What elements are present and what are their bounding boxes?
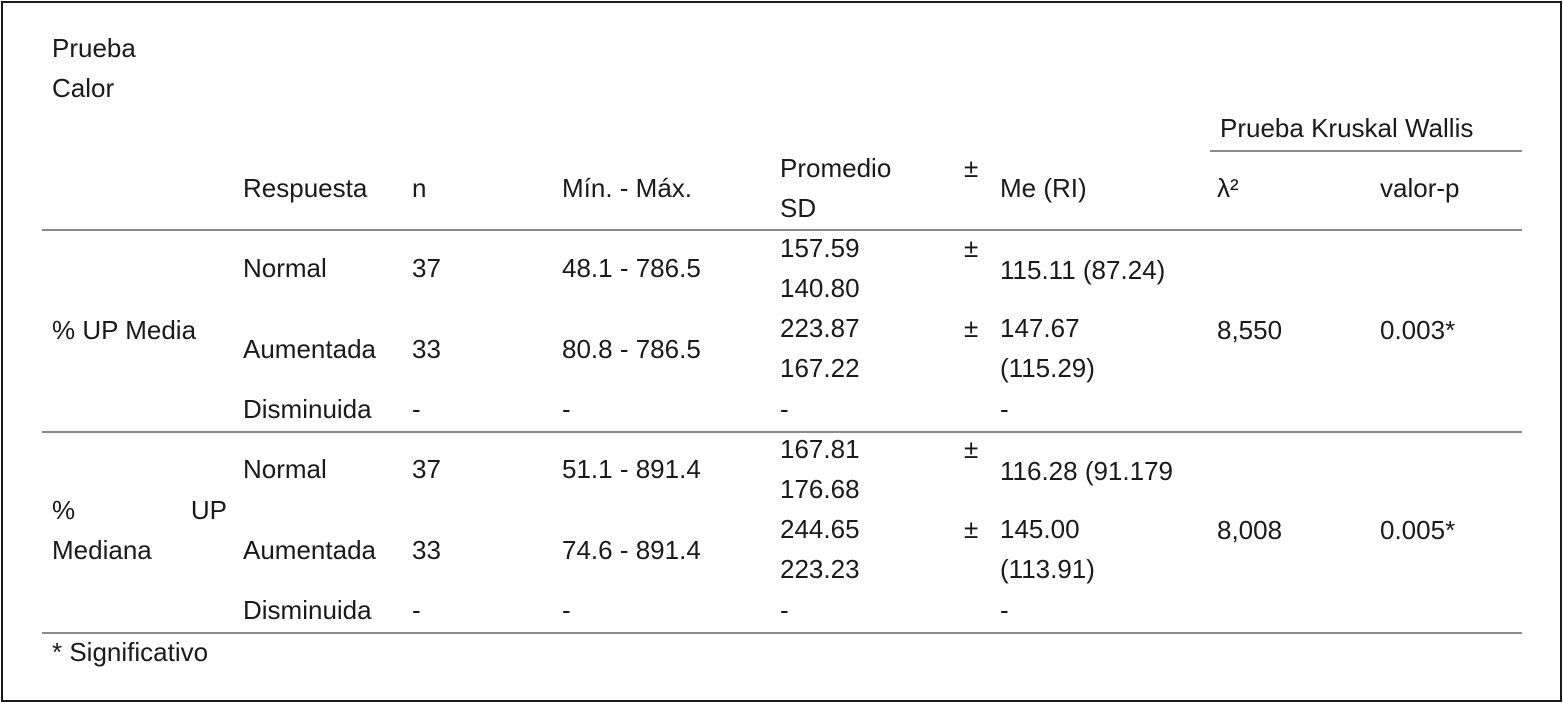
header-plus-minus: ± (964, 153, 979, 183)
me-cell: 115.11 (87.24) (1000, 255, 1166, 285)
min-max-cell: 74.6 - 891.4 (562, 535, 701, 565)
respuesta-cell: Normal (243, 253, 327, 283)
caption-line-1: Prueba (52, 33, 136, 63)
group-header-rule (1210, 150, 1522, 152)
n-cell: - (412, 595, 421, 625)
group-label-part: % (52, 495, 76, 525)
me-cell: - (1000, 394, 1009, 424)
group-label: % UP Media (52, 315, 197, 345)
plus-minus-cell: ± (964, 313, 979, 343)
header-min-max: Mín. - Máx. (562, 173, 693, 203)
header-respuesta: Respuesta (243, 173, 368, 203)
min-max-cell: 48.1 - 786.5 (562, 253, 701, 283)
respuesta-cell: Aumentada (243, 535, 376, 565)
plus-minus-cell: ± (964, 434, 979, 464)
header-me-ri: Me (RI) (1000, 173, 1087, 203)
header-promedio: Promedio (780, 153, 892, 183)
promedio-cell: 223.87 (780, 313, 860, 343)
promedio-cell: - (780, 394, 789, 424)
lambda-value: 8,550 (1217, 315, 1283, 345)
plus-minus-cell: ± (964, 233, 979, 263)
min-max-cell: - (562, 394, 571, 424)
me-cell-continued: (115.29) (1000, 353, 1095, 383)
n-cell: 33 (412, 334, 441, 364)
footnote: * Significativo (52, 637, 209, 667)
n-cell: 37 (412, 454, 441, 484)
header-valor-p: valor-p (1380, 173, 1460, 203)
me-cell: 147.67 (1000, 313, 1080, 343)
min-max-cell: 80.8 - 786.5 (562, 334, 701, 364)
header-lambda: λ² (1217, 173, 1239, 203)
header-sd: SD (780, 193, 817, 223)
min-max-cell: 51.1 - 891.4 (562, 454, 701, 484)
me-cell: 145.00 (1000, 514, 1080, 544)
n-cell: - (412, 394, 421, 424)
p-value: 0.003* (1380, 315, 1456, 345)
me-cell: 116.28 (91.179 (1000, 456, 1173, 486)
n-cell: 37 (412, 253, 441, 283)
promedio-cell: 157.59 (780, 233, 860, 263)
promedio-cell: 244.65 (780, 514, 860, 544)
lambda-value: 8,008 (1217, 515, 1283, 545)
header-n: n (412, 173, 427, 203)
respuesta-cell: Normal (243, 454, 327, 484)
sd-cell: 140.80 (780, 273, 860, 303)
me-cell: - (1000, 595, 1009, 625)
min-max-cell: - (562, 595, 571, 625)
bottom-rule (42, 632, 1522, 634)
sd-cell: 167.22 (780, 353, 860, 383)
me-cell-continued: (113.91) (1000, 554, 1095, 584)
sd-cell: 223.23 (780, 554, 860, 584)
group-label-part: UP (190, 495, 227, 525)
sd-cell: 176.68 (780, 474, 860, 504)
promedio-cell: 167.81 (780, 434, 860, 464)
promedio-cell: - (780, 595, 789, 625)
n-cell: 33 (412, 535, 441, 565)
caption-line-2: Calor (52, 73, 115, 103)
kruskal-wallis-header: Prueba Kruskal Wallis (1220, 113, 1474, 143)
respuesta-cell: Disminuida (243, 394, 372, 424)
p-value: 0.005* (1380, 515, 1456, 545)
respuesta-cell: Aumentada (243, 334, 376, 364)
respuesta-cell: Disminuida (243, 595, 372, 625)
plus-minus-cell: ± (964, 514, 979, 544)
group-label-line-2: Mediana (52, 535, 152, 565)
